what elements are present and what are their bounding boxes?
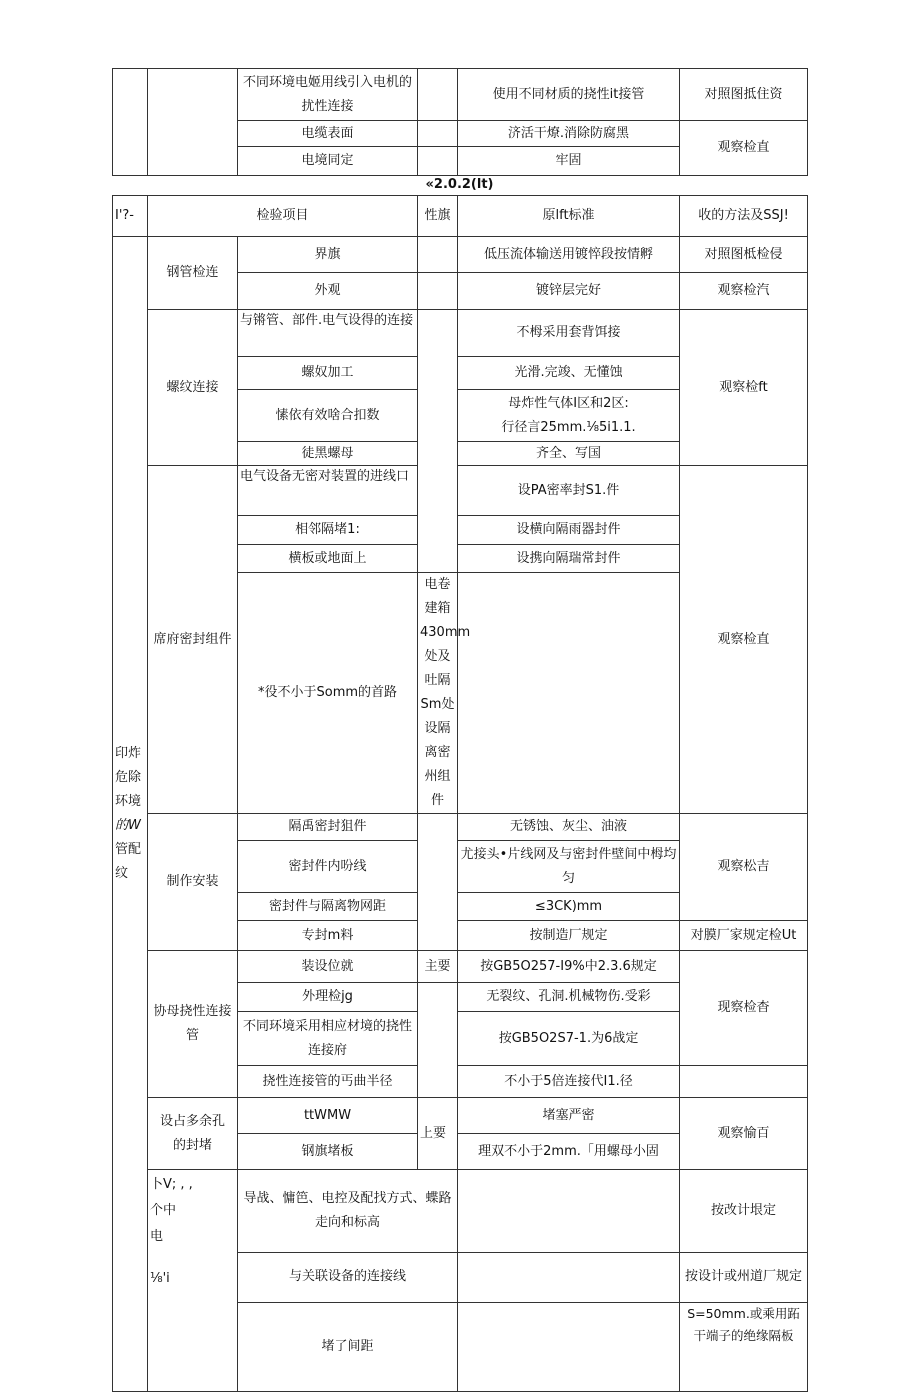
row-item: 挠性连接管的丐曲半径 bbox=[238, 1066, 418, 1098]
left-label-line: 管配 bbox=[115, 842, 142, 857]
top-nature bbox=[418, 147, 458, 176]
row-standard: 无裂纹、孔洞.机械物伤.受彩 bbox=[458, 983, 680, 1012]
row-standard: 按GB5O257-I9%中2.3.6规定 bbox=[458, 951, 680, 983]
row-nature bbox=[458, 1303, 680, 1392]
row-item: 电气设备无密对装置的进线口 bbox=[238, 466, 418, 516]
top-item: 电境同定 bbox=[238, 147, 418, 176]
header-method: 收的方法及SSJ! bbox=[680, 196, 808, 237]
top-standard: 使用不同材质的挠性it接管 bbox=[458, 69, 680, 121]
header-item: 检验项目 bbox=[148, 196, 418, 237]
row-item: 界旗 bbox=[238, 237, 418, 273]
row-item: 相邻隔堵1: bbox=[238, 516, 418, 545]
row-method: 观察检ft bbox=[680, 310, 808, 466]
top-method: 对照图抵住资 bbox=[680, 69, 808, 121]
row-item: 横板或地面上 bbox=[238, 545, 418, 573]
row-standard: 按设计或州道厂规定 bbox=[680, 1252, 808, 1302]
row-nature bbox=[418, 273, 458, 310]
main-table bbox=[112, 195, 808, 1392]
row-standard: 不栂采用套背饵接 bbox=[458, 310, 680, 357]
row-method: 观察检直 bbox=[680, 466, 808, 814]
left-label-line: 的W bbox=[115, 818, 141, 833]
left-label-line: 环境 bbox=[115, 794, 142, 809]
bottom-label-line: 个中 bbox=[150, 1203, 177, 1218]
row-item: 徒黑螺母 bbox=[238, 442, 418, 466]
top-nature bbox=[418, 69, 458, 121]
row-item: 外理检jg bbox=[238, 983, 418, 1012]
row-method bbox=[680, 1066, 808, 1098]
row-item: 隔禹密封狙件 bbox=[238, 814, 418, 841]
row-nature bbox=[418, 814, 458, 951]
group-name-text: 协母挠性连接管 bbox=[153, 1004, 232, 1043]
row-nature: 上要 bbox=[418, 1098, 458, 1170]
left-label-line: 纹 bbox=[115, 866, 129, 881]
row-standard: 不小于5倍连接代I1.径 bbox=[458, 1066, 680, 1098]
row-item: 不同环境采用相应材境的挠性连接府 bbox=[238, 1012, 418, 1066]
row-item: 与关联设备的连接线 bbox=[238, 1252, 458, 1302]
row-standard: S=50mm.或乘用跖干端子的绝缘隔板 bbox=[680, 1303, 808, 1392]
left-category-label bbox=[113, 237, 148, 1392]
header-nature: 性旗 bbox=[418, 196, 458, 237]
row-standard: 尤接头•片线网及与密封件壁间中栂均匀 bbox=[458, 841, 680, 893]
row-nature bbox=[418, 310, 458, 573]
top-table bbox=[112, 68, 808, 176]
row-method: 对膜厂家规定检Ut bbox=[680, 921, 808, 951]
row-standard: 理双不小于2mm.「用螺母小固 bbox=[458, 1134, 680, 1170]
row-standard: 按制造厂规定 bbox=[458, 921, 680, 951]
row-item: 愫依有效啥合扣数 bbox=[238, 390, 418, 442]
row-standard: 无锈蚀、灰尘、油液 bbox=[458, 814, 680, 841]
top-standard: 济活干燎.消除防腐黑 bbox=[458, 121, 680, 147]
group-name bbox=[148, 1098, 238, 1170]
row-standard: 设横向隔雨器封件 bbox=[458, 516, 680, 545]
row-standard: 设携向隔瑞常封件 bbox=[458, 545, 680, 573]
row-nature: 主要 bbox=[418, 951, 458, 983]
row-nature bbox=[418, 237, 458, 273]
row-standard: 电卷建箱430mm处及吐隔Sm处设隔离密州组件 bbox=[418, 573, 458, 814]
row-item: 导战、慵笆、电控及配找方式、蝶路走向和标高 bbox=[238, 1170, 458, 1253]
top-item: 不同环境电姬用线引入电机的扰性连接 bbox=[238, 69, 418, 121]
group-name: 制作安装 bbox=[148, 814, 238, 951]
top-nature bbox=[418, 121, 458, 147]
top-col0 bbox=[113, 69, 148, 176]
row-item: 与锵管、部件.电气设得的连接 bbox=[238, 310, 418, 357]
top-col1 bbox=[148, 69, 238, 176]
row-item: 堵了间距 bbox=[238, 1303, 458, 1392]
row-standard: 按改计垠定 bbox=[680, 1170, 808, 1253]
row-item: 密封件与隔离物网距 bbox=[238, 893, 418, 921]
group-name: 席府密封组件 bbox=[148, 466, 238, 814]
header-col0: I'?- bbox=[113, 196, 148, 237]
bottom-label-line: 卜V; , , bbox=[150, 1177, 193, 1192]
row-standard: 按GB5O2S7-1.为6战定 bbox=[458, 1012, 680, 1066]
left-label-line: 危除 bbox=[115, 770, 142, 785]
group-name bbox=[148, 951, 238, 1098]
header-standard: 原lft标准 bbox=[458, 196, 680, 237]
bottom-label-line: 电 bbox=[150, 1229, 164, 1244]
top-method: 观察检直 bbox=[680, 121, 808, 176]
row-standard: 光滑.完竣、无懂蚀 bbox=[458, 357, 680, 390]
row-item: ttWMW bbox=[238, 1098, 418, 1134]
row-standard: 镀锌层完好 bbox=[458, 273, 680, 310]
row-nature bbox=[458, 1252, 680, 1302]
bottom-label-line: ⅛'i bbox=[150, 1271, 170, 1286]
row-method: 观察愉百 bbox=[680, 1098, 808, 1170]
row-method: 观察检汽 bbox=[680, 273, 808, 310]
top-item: 电缆表面 bbox=[238, 121, 418, 147]
table-caption: «2.0.2(lt) bbox=[425, 177, 494, 192]
row-item: 外观 bbox=[238, 273, 418, 310]
row-item: 专封m料 bbox=[238, 921, 418, 951]
row-method: 对照图柢检侵 bbox=[680, 237, 808, 273]
bottom-category-label bbox=[148, 1170, 238, 1392]
left-label-line: 印炸 bbox=[115, 746, 142, 761]
group-name: 钢管检连 bbox=[148, 237, 238, 310]
row-method: 观察松吉 bbox=[680, 814, 808, 921]
row-standard: ≤3CK)mm bbox=[458, 893, 680, 921]
group-name: 螺纹连接 bbox=[148, 310, 238, 466]
row-item: 钢旗堵板 bbox=[238, 1134, 418, 1170]
row-standard-line: 母炸性气体I区和2区: bbox=[508, 395, 629, 411]
row-nature bbox=[458, 1170, 680, 1253]
row-nature bbox=[418, 983, 458, 1098]
row-standard: 设PA密率封S1.件 bbox=[458, 466, 680, 516]
row-method: 现察检杳 bbox=[680, 951, 808, 1066]
row-item: *役不小于Somm的首路 bbox=[238, 573, 418, 814]
top-standard: 牢固 bbox=[458, 147, 680, 176]
row-standard: 齐全、写国 bbox=[458, 442, 680, 466]
row-standard bbox=[458, 390, 680, 442]
row-item: 密封件内吩线 bbox=[238, 841, 418, 893]
row-standard: 堵塞严密 bbox=[458, 1098, 680, 1134]
group-name-text: 设占多余孔的封堵 bbox=[159, 1113, 225, 1153]
row-standard: 低压流体输送用镀悴段按情孵 bbox=[458, 237, 680, 273]
row-item: 装设位就 bbox=[238, 951, 418, 983]
row-item: 螺奴加工 bbox=[238, 357, 418, 390]
row-standard-line: 行径言25mm.⅛5i1.1. bbox=[501, 419, 636, 435]
